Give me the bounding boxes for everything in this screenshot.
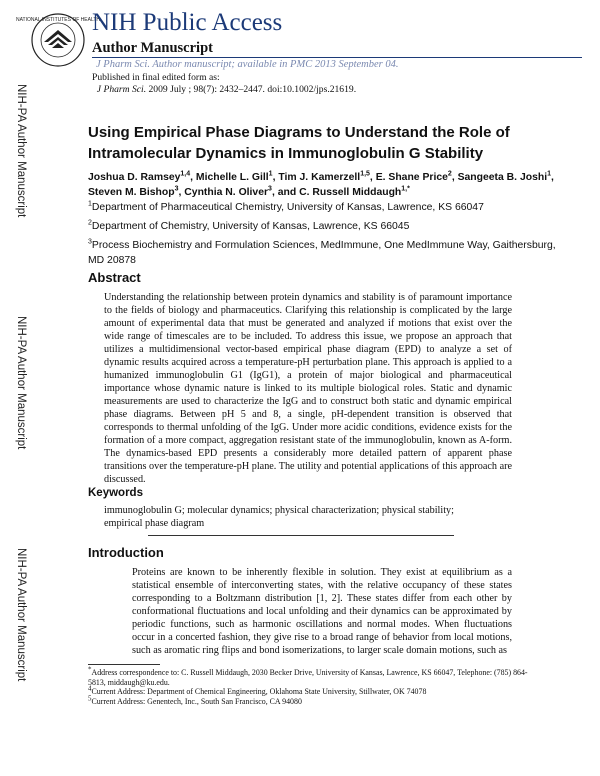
logo-text: NATIONAL INSTITUTES OF HEALTH [15, 17, 101, 23]
introduction-heading: Introduction [88, 545, 164, 560]
author: Michelle L. Gill$^1$ [195, 170, 273, 183]
abstract-text: Understanding the relationship between protein dynamics and stability is of paramount importance to the fields of biology and pharmaceutics. Clarifying this relationship is complicated by the large amount of experimental data that must be generated and analyzed if motions that exist over the wide range of timescales are to be included. To address this issue, we propose an approach that utilizes a multidimensional vector-based empirical phase diagram (EPD) to analyze a set of dynamic results acquired across a temperature-pH perturbation plane. This approach is applied to a humanized immunoglobulin G1 (IgG1), a protein of major biological and pharmaceutical importance whose dynamic nature is linked to its multiple biological roles. Static and dynamic measurements are used to characterize the IgG and to construct both static and dynamic empirical phase diagrams. Between pH 5 and 8, a single, pH-dependent transition is observed that corresponds to thermal unfolding of the IgG. Under more acidic conditions, evidence exists for the formation of a more compact, aggregation resistant state of the immunoglobulin, known as A-form. The dynamics-based EPD presents a considerably more detailed pattern of apparent phase transitions over the temperature-pH plane. The utility and potential applications of this approach are discussed. [104, 292, 512, 485]
published-in-line: Published in final edited form as: [92, 72, 220, 83]
author: Joshua D. Ramsey$^{1,4}$ [88, 170, 191, 183]
header-divider [92, 57, 582, 58]
footnote-divider [88, 664, 160, 665]
sidebar-label-3: NIH-PA Author Manuscript [15, 548, 27, 682]
journal-name: J Pharm Sci. [96, 84, 147, 95]
footnote-4: $^4$Current Address: Department of Chemical Engineering, Oklahoma State University, Stillwater, OK 74078 [88, 684, 427, 696]
footnote-5: $^5$Current Address: Genentech, Inc., South San Francisco, CA 94080 [88, 694, 302, 706]
footnote-correspondence: *Address correspondence to: C. Russell Middaugh, 2030 Becker Drive, University of Kansas, Lawrence, KS 66047, Telephone: (785) 864-5813, middaugh@ku.edu. [88, 665, 528, 687]
affiliation-2: $^2$Department of Chemistry, University of Kansas, Lawrence, KS 66045 [88, 219, 410, 232]
author-list: Joshua D. Ramsey$^{1,4}$, Michelle L. Gill$^1$, Tim J. Kamerzell$^{1,5}$, E. Shane Price$^2$, Sangeeta B. Joshi$^1$, Steven M. Bishop$^3$, Cynthia N. Oliver$^3$, and C. Russell Middaugh$^{1,*}$ [88, 170, 554, 198]
affiliation-1: $^1$Department of Pharmaceutical Chemistry, University of Kansas, Lawrence, KS 66047 [88, 200, 484, 213]
author: Steven M. Bishop$^3$ [88, 185, 179, 198]
availability-note: J Pharm Sci. Author manuscript; available in PMC 2013 September 04. [96, 59, 399, 70]
keywords-heading: Keywords [88, 487, 143, 499]
author: Sangeeta B. Joshi$^1$ [457, 170, 552, 183]
author: C. Russell Middaugh$^{1,*}$ [299, 185, 410, 198]
sidebar-label-2: NIH-PA Author Manuscript [15, 316, 27, 450]
author: Tim J. Kamerzell$^{1,5}$ [278, 170, 370, 183]
affiliation-3: $^3$Process Biochemistry and Formulation Sciences, MedImmune, One MedImmune Way, Gaithersburg, MD 20878 [88, 238, 556, 266]
section-divider [148, 535, 454, 536]
abstract-heading: Abstract [88, 270, 141, 285]
nih-public-access-title: NIH Public Access [92, 9, 283, 36]
nih-logo [15, 12, 101, 68]
citation-line [92, 84, 356, 96]
author: E. Shane Price$^2$ [375, 170, 452, 183]
introduction-text: Proteins are known to be inherently flexible in solution. They exist at equilibrium as a statistical ensemble of interconverting states, with the relative occupancy of these states corresponding to a Boltzmann distribution [1, 2]. These states differ from each other by conformational fluctuations and local unfolding and their dynamics can be approximated by periodic functions, such as harmonic oscillations and normal modes. When fluctuations occur in a concerted fashion, they give rise to a broad range of behavior from local motions, such as aromatic ring flips and bond isomerizations, to larger scale domain motions, such as [132, 567, 512, 656]
author: Cynthia N. Oliver$^3$ [184, 185, 272, 198]
citation-details: 2009 July ; 98(7): 2432–2447. doi:10.1002/jps.21619. [148, 84, 357, 95]
article-title: Using Empirical Phase Diagrams to Understand the Role of Intramolecular Dynamics in Immunoglobulin G Stability [88, 124, 510, 162]
sidebar-label-1: NIH-PA Author Manuscript [15, 84, 27, 218]
keywords-text: immunoglobulin G; molecular dynamics; physical characterization; physical stability; empirical phase diagram [104, 505, 454, 529]
author-manuscript-label: Author Manuscript [92, 40, 213, 56]
